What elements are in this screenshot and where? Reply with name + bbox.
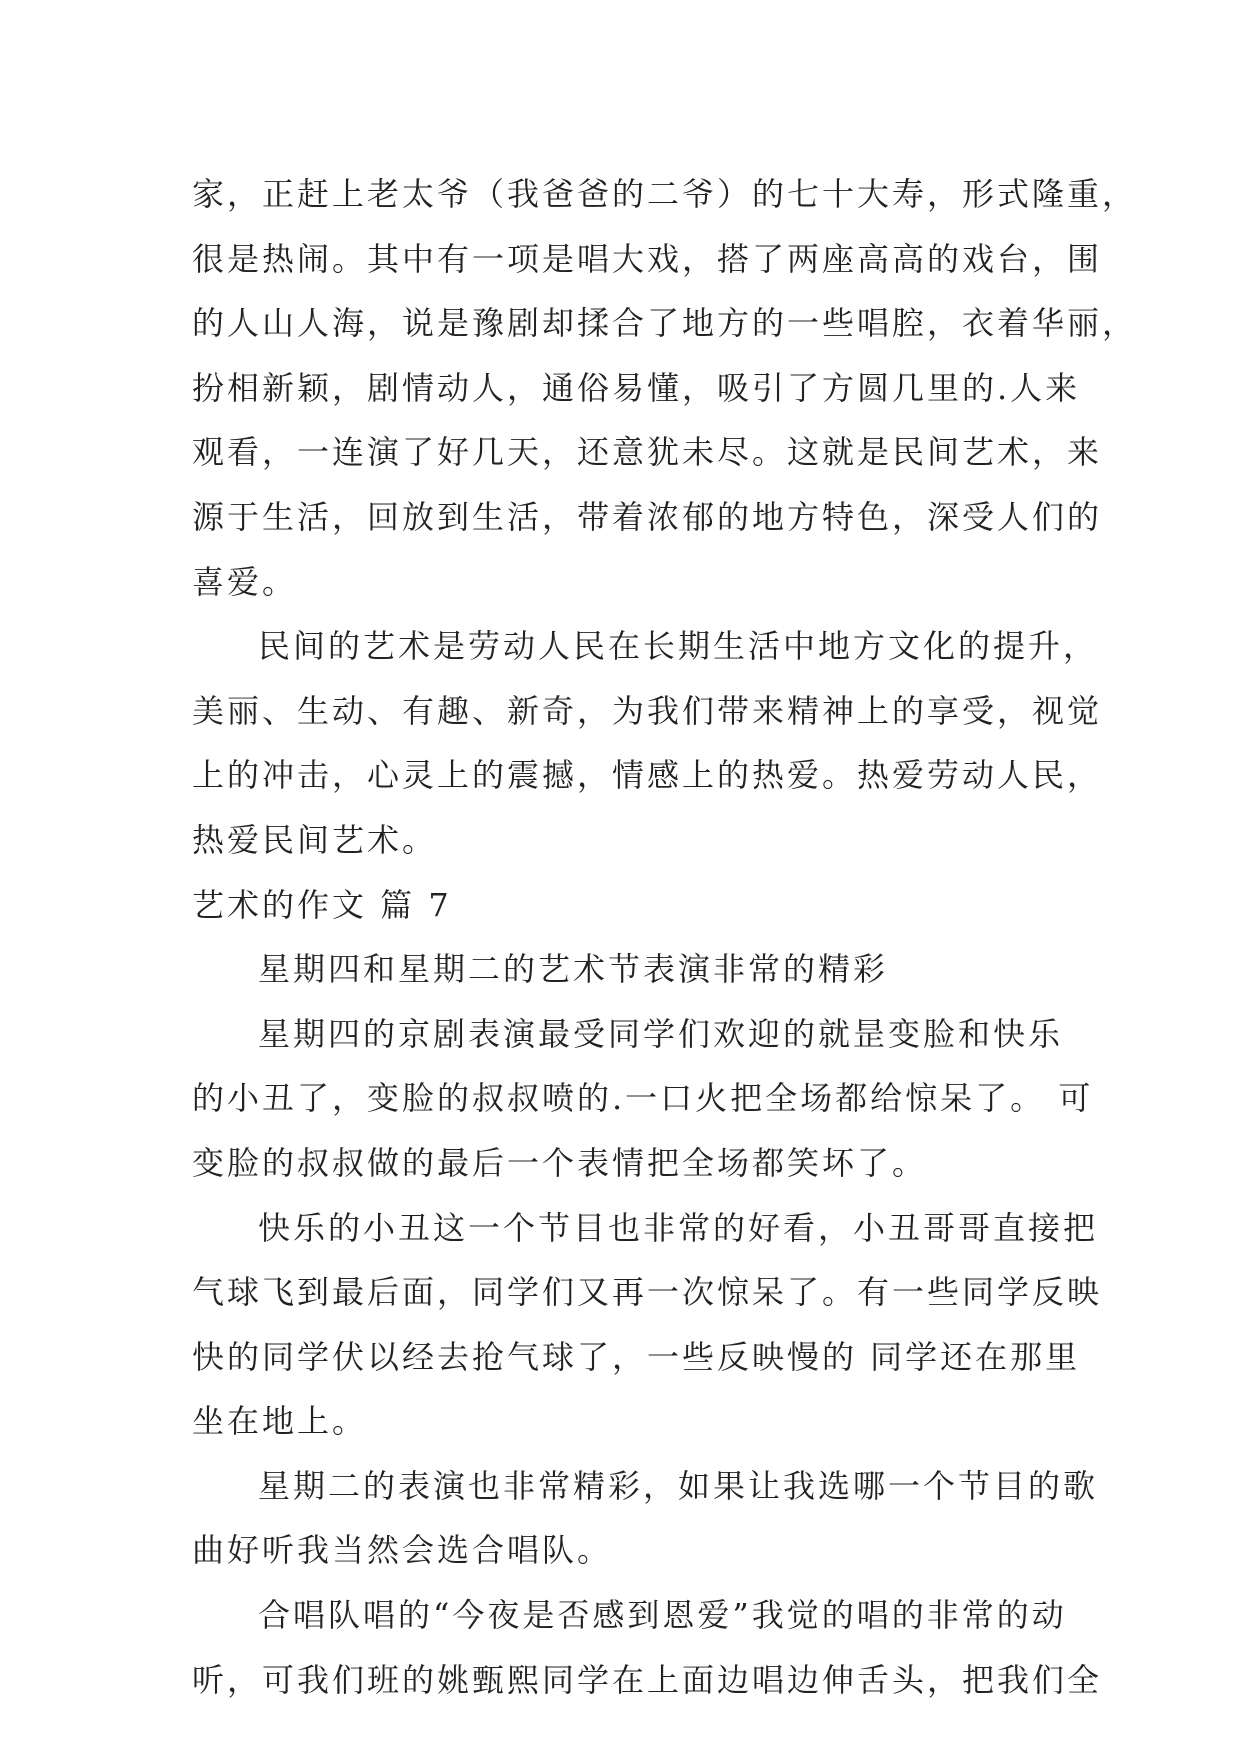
text-line: 上的冲击，心灵上的震撼，情感上的热爱。热爱劳动人民，: [192, 756, 1103, 795]
text-line: 喜爱。: [192, 562, 298, 601]
paragraph-start-line: 合唱队唱的“今夜是否感到恩爱”我觉的唱的非常的动: [258, 1596, 1067, 1635]
text-line: 变脸的叔叔做的最后一个表情把全场都笑坏了。: [192, 1143, 928, 1182]
paragraph-start-line: 星期四和星期二的艺术节表演非常的精彩: [258, 950, 889, 989]
text-line: 快的同学伏以经去抢气球了，一些反映慢的 同学还在那里: [192, 1337, 1081, 1376]
text-line: 曲好听我当然会选合唱队。: [192, 1531, 613, 1570]
paragraph-start-line: 星期四的京剧表演最受同学们欢迎的就昰变脸和快乐: [258, 1014, 1064, 1053]
article-body: [192, 162, 1138, 1712]
text-line: 的人山人海，说是豫剧却揉合了地方的一些唱腔，衣着华丽，: [192, 304, 1138, 343]
paragraph-start-line: 快乐的小丑这一个节目也非常的好看，小丑哥哥直接把: [258, 1208, 1099, 1247]
text-line: 观看，一连演了好几天，还意犹未尽。这就是民间艺术，来: [192, 433, 1103, 472]
paragraph-start-line: 星期二的表演也非常精彩，如果让我选哪一个节目的歌: [258, 1466, 1099, 1505]
text-line: 源于生活，回放到生活，带着浓郁的地方特色，深受人们的: [192, 497, 1103, 536]
text-line: 扮相新颖，剧情动人，通俗易懂，吸引了方圆几里的.人来: [192, 368, 1081, 407]
text-line: 听，可我们班的姚甄熙同学在上面边唱边伸舌头，把我们全: [192, 1660, 1103, 1699]
text-line: 坐在地上。: [192, 1402, 368, 1441]
text-line: 很是热闹。其中有一项是唱大戏，搭了两座高高的戏台，围: [192, 239, 1103, 278]
text-line: 的小丑了，变脸的叔叔喷的.一口火把全场都给惊呆了。 可: [192, 1079, 1094, 1118]
paragraph-start-line: 民间的艺术是劳动人民在长期生活中地方文化的提升，: [258, 627, 1099, 666]
text-line: 气球飞到最后面，同学们又再一次惊呆了。有一些同学反映: [192, 1273, 1103, 1312]
text-line: 美丽、生动、有趣、新奇，为我们带来精神上的享受，视觉: [192, 691, 1103, 730]
text-line: 热爱民间艺术。: [192, 820, 438, 859]
section-heading: 艺术的作文 篇 7: [192, 885, 452, 924]
text-line: 家，正赶上老太爷（我爸爸的二爷）的七十大寿，形式隆重，: [192, 175, 1138, 213]
